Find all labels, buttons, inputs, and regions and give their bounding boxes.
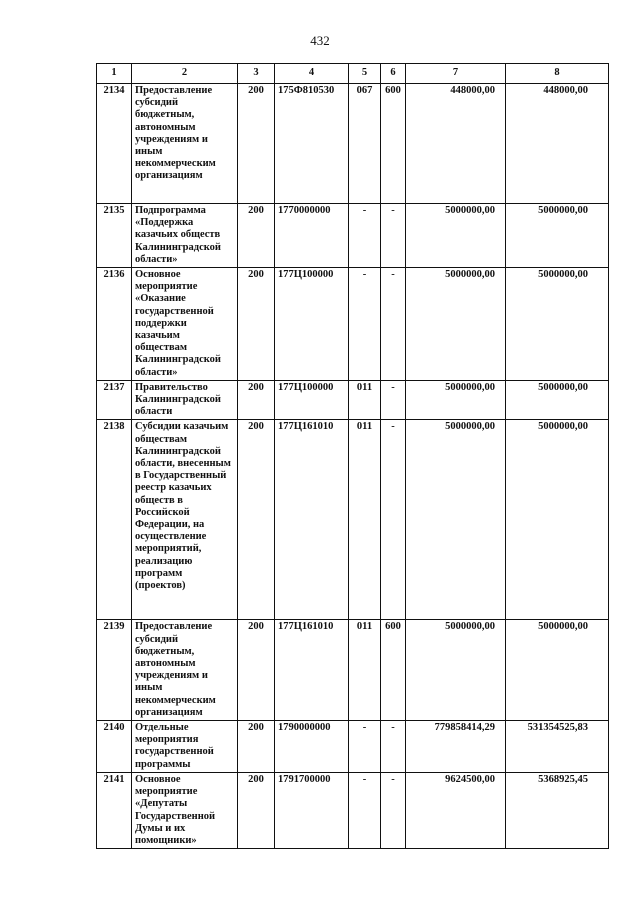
- row-col6: -: [381, 772, 406, 848]
- row-grbs: 200: [238, 620, 275, 721]
- row-number: 2135: [97, 204, 132, 268]
- row-target-code: 177Ц100000: [275, 380, 349, 420]
- table-row: [97, 268, 609, 381]
- table-row: [97, 620, 609, 721]
- row-amount-8: 5000000,00: [506, 620, 609, 721]
- table-row: [97, 204, 609, 268]
- header-cell: 2: [132, 64, 238, 84]
- row-amount-8: 531354525,83: [506, 721, 609, 773]
- row-amount-8: 5368925,45: [506, 772, 609, 848]
- row-number: 2134: [97, 84, 132, 204]
- row-name: Предоставление субсидий бюджетным, автономным учреждениям и иным некоммерческим организациям: [132, 620, 238, 721]
- row-amount-7: 5000000,00: [406, 620, 506, 721]
- row-col6: 600: [381, 84, 406, 204]
- header-cell: 7: [406, 64, 506, 84]
- row-target-code: 177Ц100000: [275, 268, 349, 381]
- row-col5: 011: [349, 380, 381, 420]
- row-amount-7: 5000000,00: [406, 268, 506, 381]
- row-col5: -: [349, 721, 381, 773]
- row-amount-8: 5000000,00: [506, 380, 609, 420]
- row-col6: -: [381, 420, 406, 620]
- row-grbs: 200: [238, 204, 275, 268]
- row-amount-8: 5000000,00: [506, 420, 609, 620]
- row-amount-8: 5000000,00: [506, 204, 609, 268]
- row-grbs: 200: [238, 84, 275, 204]
- row-col6: 600: [381, 620, 406, 721]
- table-row: [97, 380, 609, 420]
- row-grbs: 200: [238, 268, 275, 381]
- row-grbs: 200: [238, 420, 275, 620]
- row-name: Правительство Калининградской области: [132, 380, 238, 420]
- row-target-code: 175Ф810530: [275, 84, 349, 204]
- header-cell: 5: [349, 64, 381, 84]
- row-col6: -: [381, 721, 406, 773]
- header-cell: 4: [275, 64, 349, 84]
- row-col5: 011: [349, 420, 381, 620]
- row-target-code: 1791700000: [275, 772, 349, 848]
- row-name: Предоставление субсидий бюджетным, автономным учреждениям и иным некоммерческим организациям: [132, 84, 238, 204]
- row-amount-7: 5000000,00: [406, 380, 506, 420]
- row-name: Подпрограмма «Поддержка казачьих обществ Калининградской области»: [132, 204, 238, 268]
- row-amount-7: 779858414,29: [406, 721, 506, 773]
- row-col6: -: [381, 268, 406, 381]
- row-grbs: 200: [238, 772, 275, 848]
- row-col5: -: [349, 204, 381, 268]
- row-target-code: 177Ц161010: [275, 420, 349, 620]
- row-number: 2137: [97, 380, 132, 420]
- table-row: [97, 420, 609, 620]
- table-row: [97, 721, 609, 773]
- row-number: 2136: [97, 268, 132, 381]
- row-amount-7: 5000000,00: [406, 204, 506, 268]
- row-number: 2141: [97, 772, 132, 848]
- row-target-code: 1790000000: [275, 721, 349, 773]
- row-number: 2139: [97, 620, 132, 721]
- row-amount-7: 9624500,00: [406, 772, 506, 848]
- page-number: 432: [310, 33, 330, 48]
- row-number: 2138: [97, 420, 132, 620]
- row-col5: 011: [349, 620, 381, 721]
- row-amount-8: 448000,00: [506, 84, 609, 204]
- row-name: Отдельные мероприятия государственной программы: [132, 721, 238, 773]
- row-col6: -: [381, 380, 406, 420]
- table-row: [97, 772, 609, 848]
- row-grbs: 200: [238, 721, 275, 773]
- row-amount-7: 448000,00: [406, 84, 506, 204]
- header-row: [97, 64, 609, 84]
- row-grbs: 200: [238, 380, 275, 420]
- header-cell: 8: [506, 64, 609, 84]
- row-target-code: 1770000000: [275, 204, 349, 268]
- row-name: Основное мероприятие «Депутаты Государственной Думы и их помощники»: [132, 772, 238, 848]
- header-cell: 1: [97, 64, 132, 84]
- header-cell: 6: [381, 64, 406, 84]
- header-cell: 3: [238, 64, 275, 84]
- row-number: 2140: [97, 721, 132, 773]
- row-name: Субсидии казачьим обществам Калининградской области, внесенным в Государственный реестр казачьих обществ в Российской Федерации, на осуществление мероприятий, реализацию программ (проектов): [132, 420, 238, 620]
- row-name: Основное мероприятие «Оказание государственной поддержки казачьим обществам Калининградской области»: [132, 268, 238, 381]
- budget-table: [96, 63, 609, 849]
- row-amount-8: 5000000,00: [506, 268, 609, 381]
- row-col5: 067: [349, 84, 381, 204]
- table-row: [97, 84, 609, 204]
- row-col5: -: [349, 772, 381, 848]
- row-amount-7: 5000000,00: [406, 420, 506, 620]
- row-target-code: 177Ц161010: [275, 620, 349, 721]
- row-col6: -: [381, 204, 406, 268]
- row-col5: -: [349, 268, 381, 381]
